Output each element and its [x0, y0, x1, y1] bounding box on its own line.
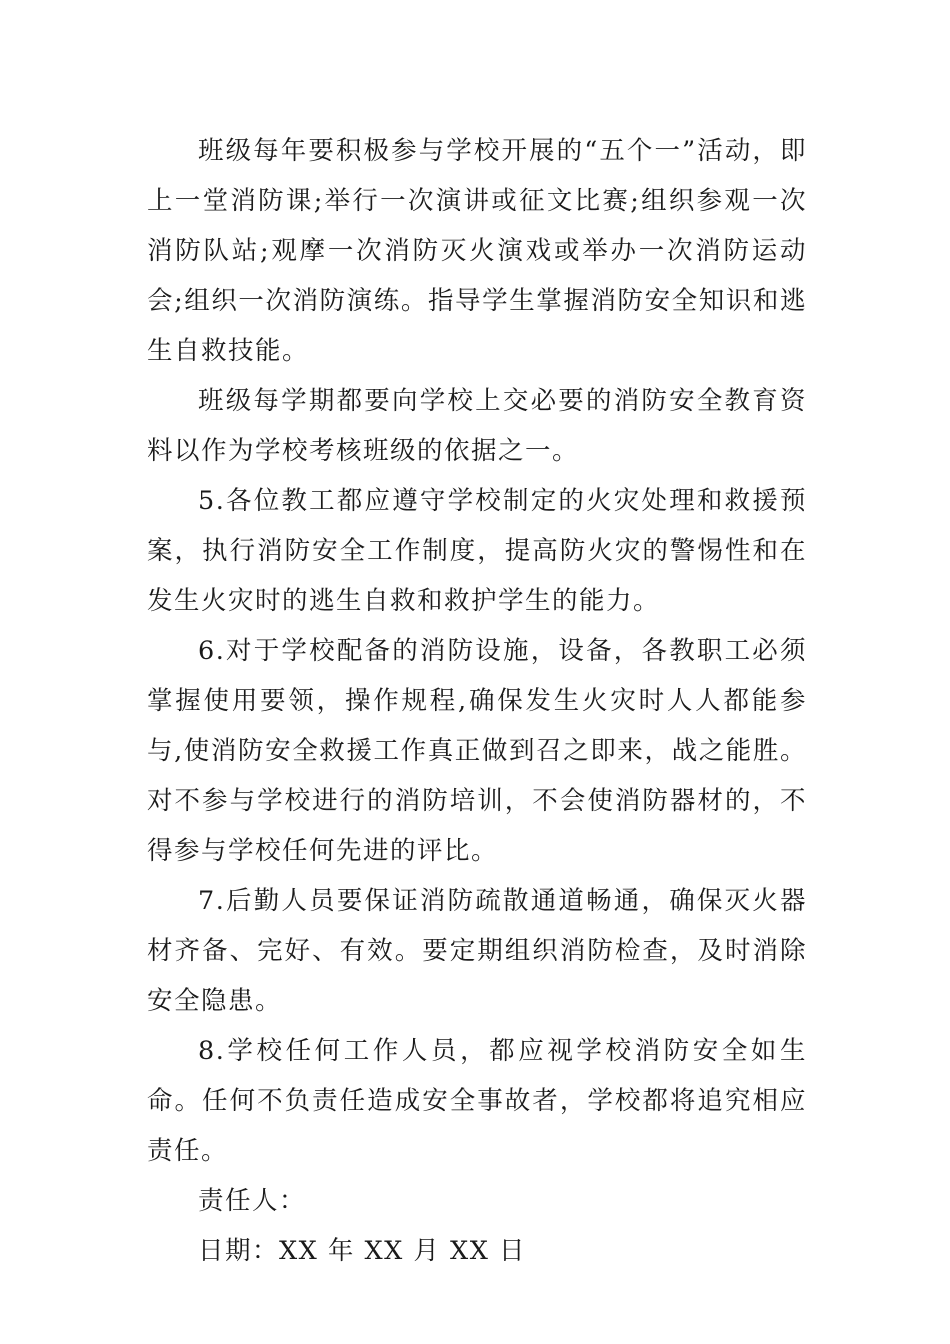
responsible-person-label: 责任人：: [198, 1186, 307, 1216]
paragraph-item-5: 5.各位教工都应遵守学校制定的火灾处理和救援预案，执行消防安全工作制度，提高防火灾的警惕性和在发生火灾时的逃生自救和救护学生的能力。: [147, 486, 807, 616]
paragraph-item-8: 8.学校任何工作人员，都应视学校消防安全如生命。任何不负责任造成安全事故者，学校都将追究相应责任。: [147, 1036, 807, 1166]
date-line: 日期：XX 年 XX 月 XX 日: [198, 1236, 526, 1266]
document-body: [147, 126, 807, 1276]
paragraph-activities: 班级每年要积极参与学校开展的“五个一”活动，即上一堂消防课;举行一次演讲或征文比赛;组织参观一次消防队站;观摩一次消防灭火演戏或举办一次消防运动会;组织一次消防演练。指导学生掌握消防安全知识和逃生自救技能。: [147, 136, 807, 366]
paragraph-item-7: 7.后勤人员要保证消防疏散通道畅通，确保灭火器材齐备、完好、有效。要定期组织消防检查，及时消除安全隐患。: [147, 886, 807, 1016]
paragraph-item-6: 6.对于学校配备的消防设施，设备，各教职工必须掌握使用要领，操作规程,确保发生火灾时人人都能参与,使消防安全救援工作真正做到召之即来，战之能胜。对不参与学校进行的消防培训，不会使消防器材的，不得参与学校任何先进的评比。: [147, 636, 807, 866]
paragraph-materials: 班级每学期都要向学校上交必要的消防安全教育资料以作为学校考核班级的依据之一。: [147, 386, 807, 466]
